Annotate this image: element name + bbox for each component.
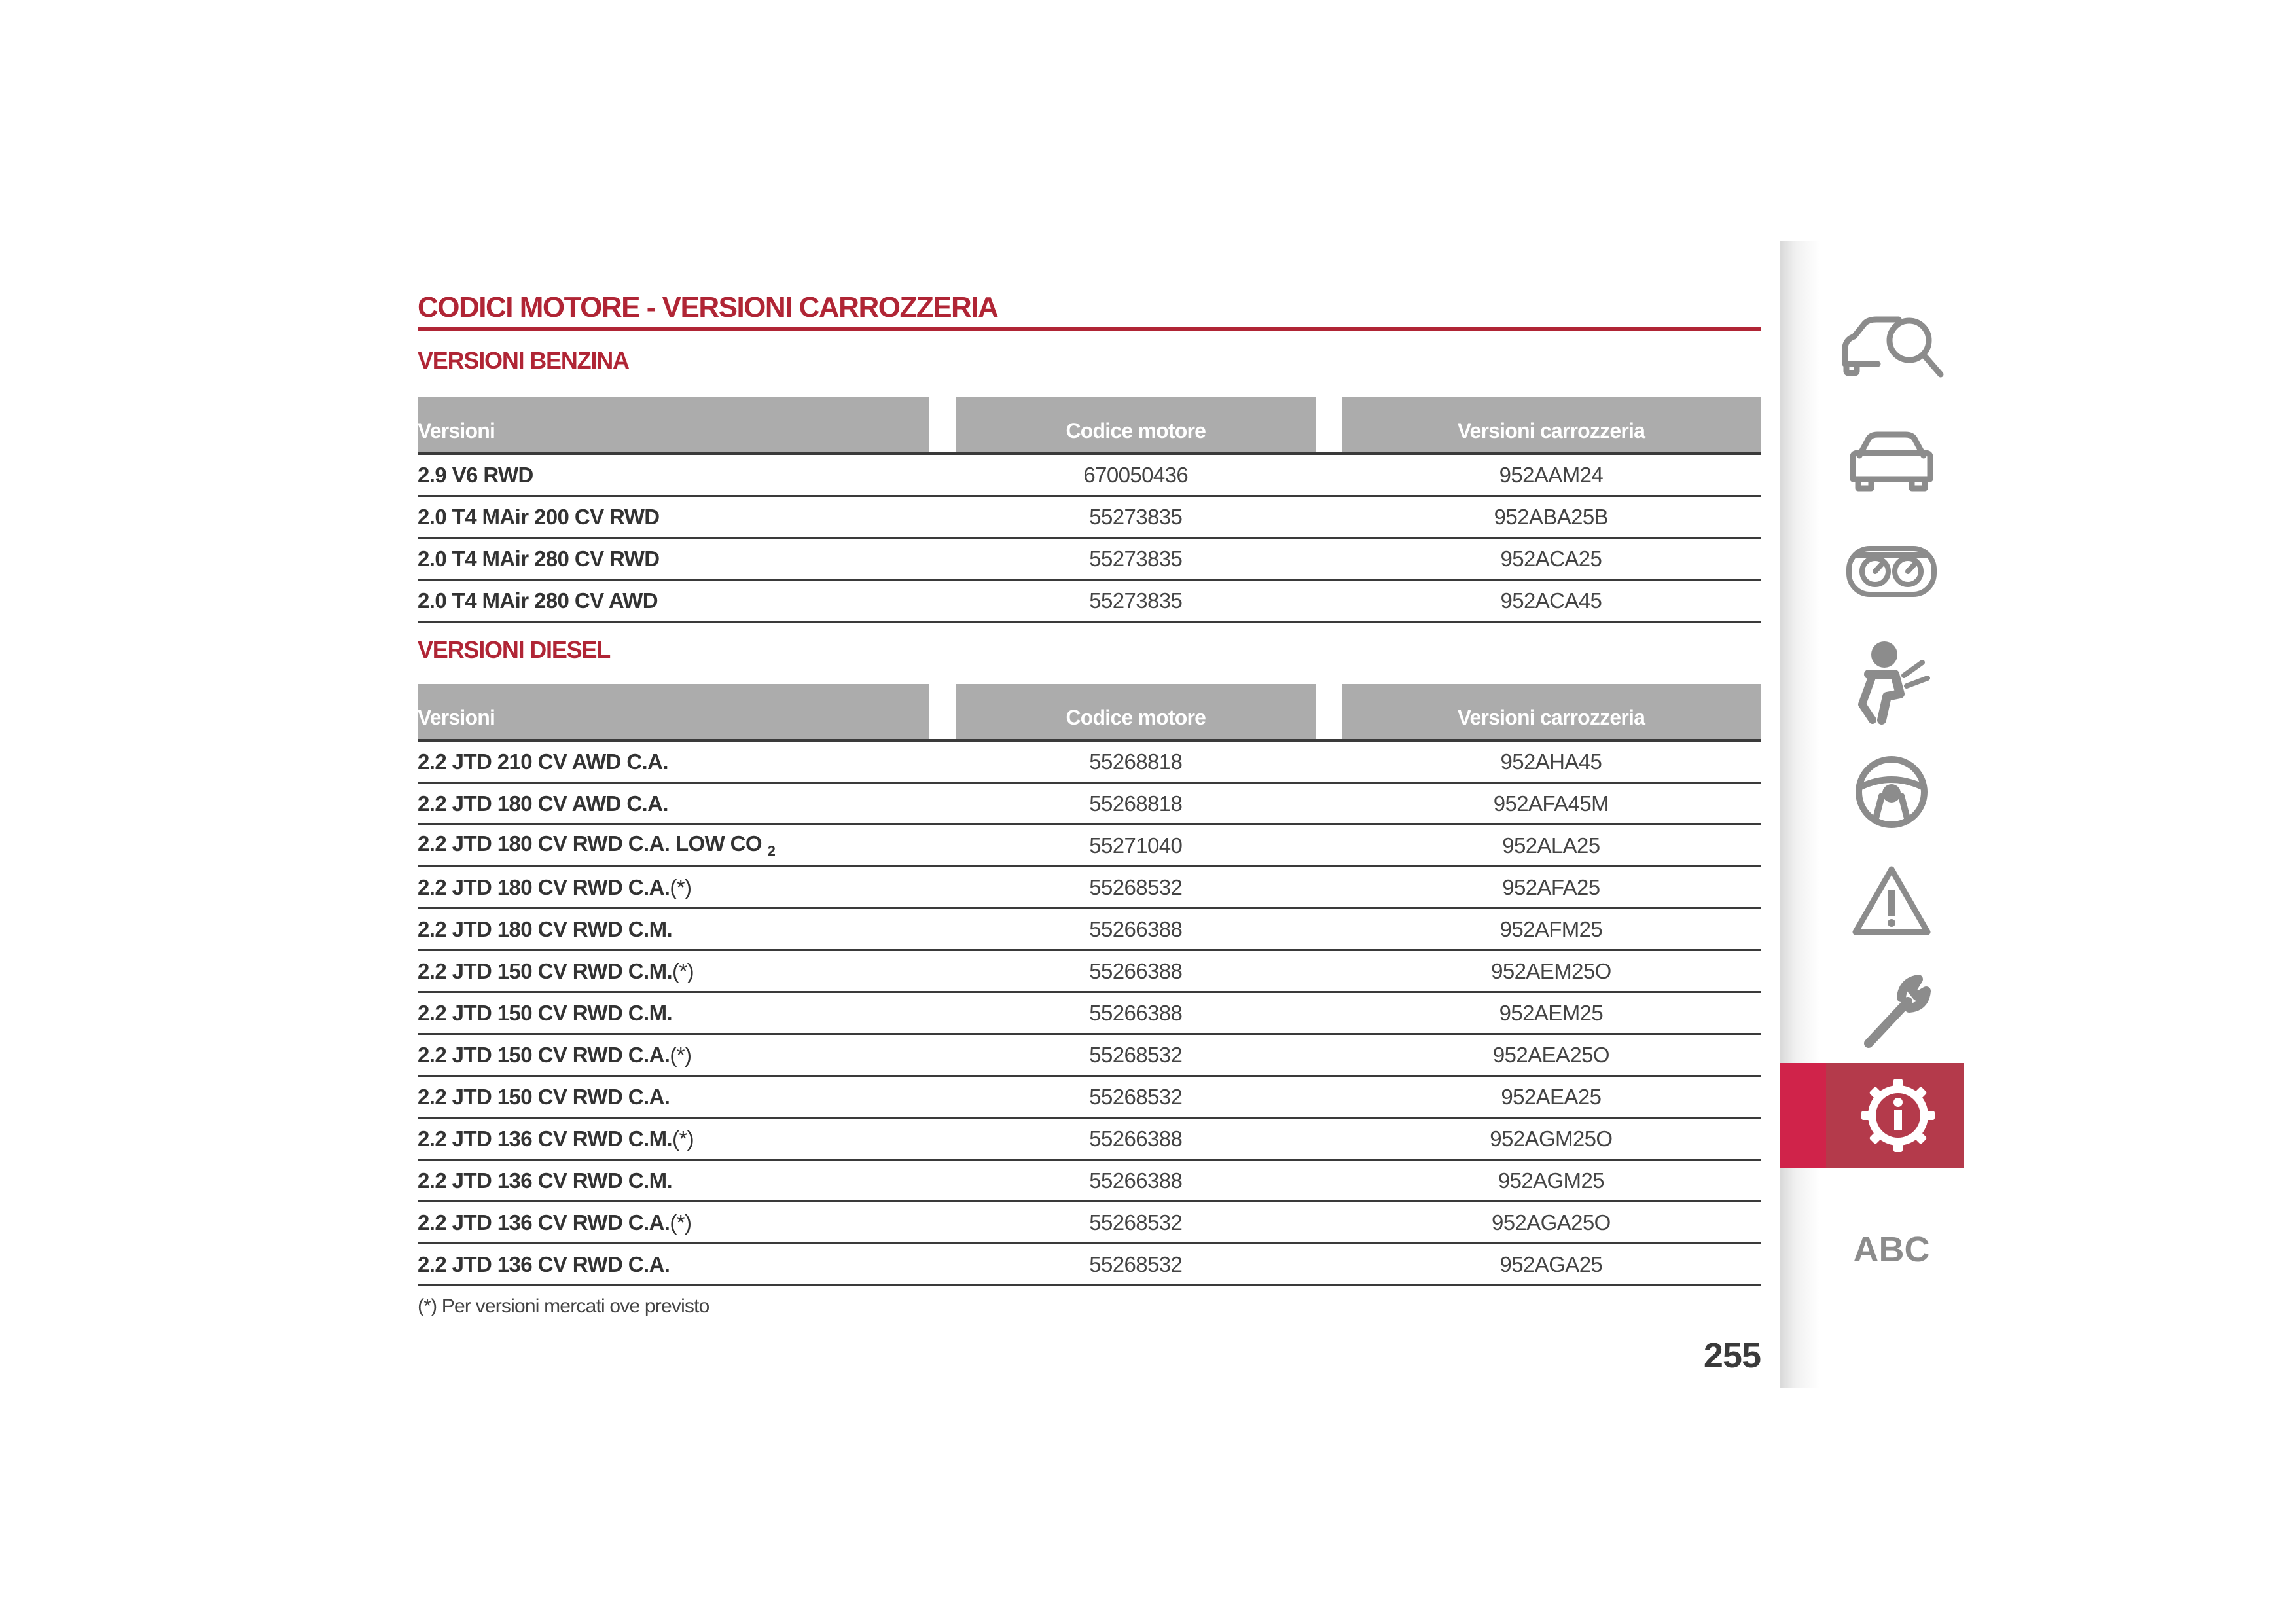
engine-code-cell: 55266388 [956, 950, 1342, 992]
body-version-cell: 952AEA25O [1342, 1034, 1761, 1076]
body-version-cell: 952ALA25 [1342, 825, 1761, 867]
body-version-cell: 952AGM25O [1342, 1118, 1761, 1160]
table-row [418, 740, 1761, 783]
version-cell [418, 950, 956, 992]
body-version-cell: 952AGM25 [1342, 1160, 1761, 1202]
body-version-cell: 952AHA45 [1342, 740, 1761, 783]
footnote: (*) Per versioni mercati ove previsto [418, 1295, 709, 1317]
engine-code-cell: 55268532 [956, 1202, 1342, 1244]
version-label: 2.2 JTD 180 CV RWD C.A. [418, 875, 670, 899]
nav-dashboard[interactable] [1820, 520, 1964, 624]
table-row [418, 825, 1761, 867]
nav-emergency[interactable] [1820, 850, 1964, 954]
engine-code-cell: 55268818 [956, 783, 1342, 825]
body-version-cell: 952ACA45 [1342, 580, 1761, 622]
table-row [418, 454, 1761, 496]
dashboard-gauges-icon [1836, 526, 1947, 618]
chapter-sidebar [1780, 241, 1964, 1388]
diesel-heading: VERSIONI DIESEL [418, 636, 611, 663]
petrol-table [418, 397, 1761, 623]
nav-maintenance[interactable] [1820, 960, 1964, 1064]
engine-code-cell: 55271040 [956, 825, 1342, 867]
page-title: CODICI MOTORE - VERSIONI CARROZZERIA [418, 288, 1761, 331]
body-version-cell: 952AEA25 [1342, 1076, 1761, 1118]
version-cell [418, 1118, 956, 1160]
engine-code-cell: 55268532 [956, 1244, 1342, 1286]
engine-code-cell: 55266388 [956, 909, 1342, 950]
version-cell [418, 825, 956, 867]
body-version-cell: 952AAM24 [1342, 454, 1761, 496]
version-label: 2.9 V6 RWD [418, 462, 533, 487]
body-version-cell: 952ACA25 [1342, 538, 1761, 580]
version-cell [418, 1034, 956, 1076]
table-row [418, 1160, 1761, 1202]
steering-wheel-icon [1836, 746, 1947, 838]
engine-code-cell: 55268818 [956, 740, 1342, 783]
subscript: 2 [767, 842, 776, 859]
version-label: 2.2 JTD 136 CV RWD C.A. [418, 1252, 670, 1276]
table-row [418, 1244, 1761, 1286]
engine-code-cell: 55266388 [956, 1160, 1342, 1202]
body-version-cell: 952AGA25 [1342, 1244, 1761, 1286]
table-row [418, 1118, 1761, 1160]
footnote-mark: (*) [670, 1042, 692, 1067]
body-version-cell: 952AGA25O [1342, 1202, 1761, 1244]
body-version-cell: 952AEM25 [1342, 992, 1761, 1034]
version-cell [418, 1202, 956, 1244]
body-version-cell: 952AFA45M [1342, 783, 1761, 825]
version-cell [418, 992, 956, 1034]
engine-code-cell: 55273835 [956, 538, 1342, 580]
version-cell [418, 1244, 956, 1286]
engine-code-cell: 55266388 [956, 1118, 1342, 1160]
version-label: 2.2 JTD 136 CV RWD C.M. [418, 1126, 673, 1151]
column-header-body-versions: Versioni carrozzeria [1342, 397, 1761, 452]
version-label: 2.2 JTD 136 CV RWD C.M. [418, 1168, 673, 1193]
engine-code-cell: 55268532 [956, 1034, 1342, 1076]
car-search-icon [1836, 306, 1947, 398]
nav-driving[interactable] [1820, 740, 1964, 844]
version-label: 2.2 JTD 150 CV RWD C.A. [418, 1042, 670, 1067]
version-label: 2.2 JTD 150 CV RWD C.A. [418, 1084, 670, 1109]
petrol-heading: VERSIONI BENZINA [418, 347, 629, 374]
version-cell [418, 909, 956, 950]
info-gear-icon [1842, 1070, 1954, 1161]
version-label: 2.2 JTD 136 CV RWD C.A. [418, 1210, 670, 1235]
engine-code-cell: 670050436 [956, 454, 1342, 496]
footnote-mark: (*) [670, 1210, 692, 1235]
version-cell [418, 580, 956, 622]
version-label: 2.2 JTD 210 CV AWD C.A. [418, 749, 668, 774]
engine-code-cell: 55273835 [956, 496, 1342, 538]
nav-technical-data[interactable] [1780, 1063, 1964, 1168]
engine-code-cell: 55266388 [956, 992, 1342, 1034]
body-version-cell: 952ABA25B [1342, 496, 1761, 538]
footnote-mark: (*) [672, 958, 694, 983]
body-version-cell: 952AFA25 [1342, 867, 1761, 909]
engine-code-cell: 55268532 [956, 867, 1342, 909]
table-row [418, 580, 1761, 622]
table-row [418, 496, 1761, 538]
table-row [418, 867, 1761, 909]
version-label: 2.2 JTD 180 CV RWD C.A. LOW CO [418, 831, 762, 856]
version-cell [418, 783, 956, 825]
diesel-table [418, 684, 1761, 1286]
footnote-mark: (*) [672, 1126, 694, 1151]
engine-code-cell: 55268532 [956, 1076, 1342, 1118]
version-cell [418, 496, 956, 538]
footnote-mark: (*) [670, 875, 692, 899]
nav-index-abc[interactable]: ABC [1853, 1230, 1930, 1269]
nav-car-search[interactable] [1820, 300, 1964, 405]
version-cell [418, 1076, 956, 1118]
table-row [418, 783, 1761, 825]
airbag-person-icon [1836, 636, 1947, 728]
version-label: 2.0 T4 MAir 200 CV RWD [418, 504, 660, 529]
table-row [418, 909, 1761, 950]
table-row [418, 538, 1761, 580]
table-row [418, 1076, 1761, 1118]
wrench-icon [1836, 966, 1947, 1058]
body-version-cell: 952AEM25O [1342, 950, 1761, 992]
version-label: 2.2 JTD 180 CV RWD C.M. [418, 916, 673, 941]
version-label: 2.2 JTD 150 CV RWD C.M. [418, 958, 673, 983]
column-header-versions: Versioni [418, 684, 929, 739]
engine-code-cell: 55273835 [956, 580, 1342, 622]
version-cell [418, 867, 956, 909]
version-label: 2.0 T4 MAir 280 CV RWD [418, 546, 660, 571]
page-content [418, 288, 1761, 1318]
warning-triangle-icon [1836, 856, 1947, 948]
table-row [418, 1034, 1761, 1076]
version-cell [418, 1160, 956, 1202]
version-cell [418, 538, 956, 580]
body-version-cell: 952AFM25 [1342, 909, 1761, 950]
nav-car-front[interactable] [1820, 410, 1964, 514]
page-number: 255 [1703, 1336, 1761, 1375]
table-row [418, 950, 1761, 992]
column-header-body-versions: Versioni carrozzeria [1342, 684, 1761, 739]
table-row [418, 992, 1761, 1034]
nav-safety[interactable] [1820, 630, 1964, 734]
version-label: 2.2 JTD 150 CV RWD C.M. [418, 1000, 673, 1025]
column-header-versions: Versioni [418, 397, 929, 452]
version-label: 2.0 T4 MAir 280 CV AWD [418, 588, 658, 613]
version-cell [418, 740, 956, 783]
table-row [418, 1202, 1761, 1244]
column-header-engine-code: Codice motore [956, 684, 1316, 739]
version-label: 2.2 JTD 180 CV AWD C.A. [418, 791, 668, 816]
car-front-icon [1836, 416, 1947, 508]
column-header-engine-code: Codice motore [956, 397, 1316, 452]
sidebar-divider [1780, 241, 1820, 1388]
version-cell [418, 454, 956, 496]
